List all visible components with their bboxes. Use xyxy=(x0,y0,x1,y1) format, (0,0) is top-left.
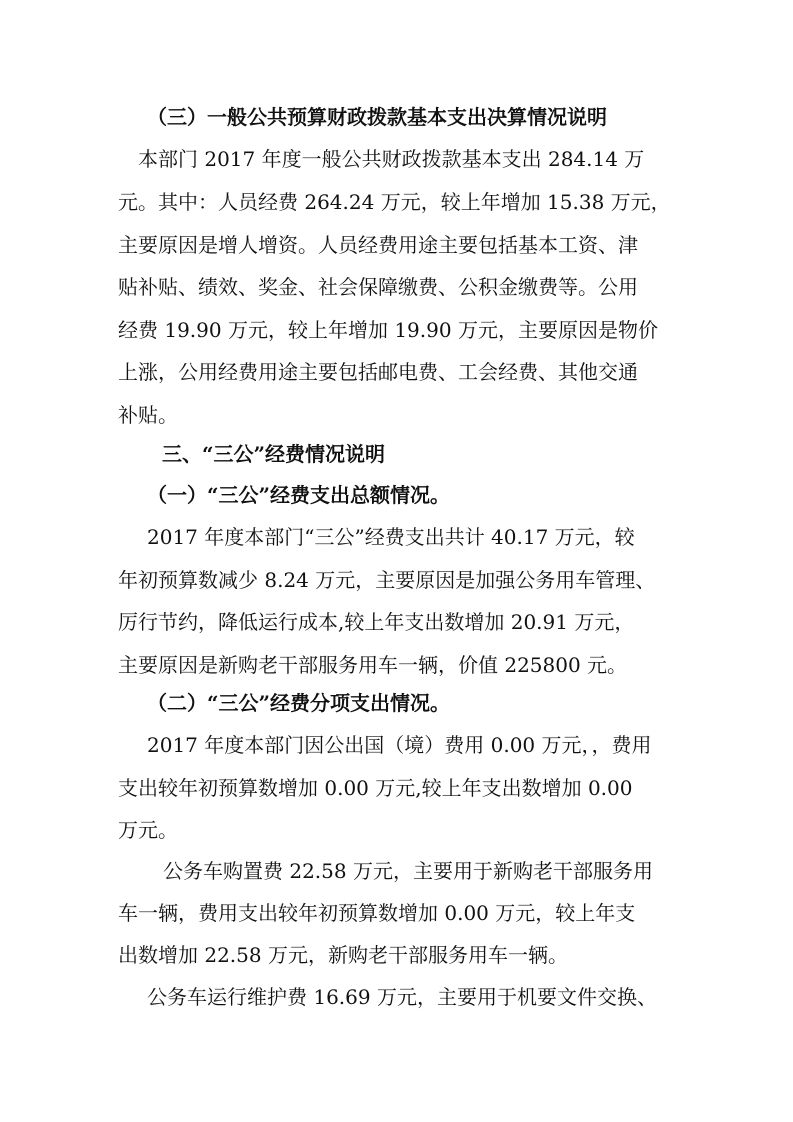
paragraph-line: 年初预算数减少 8.24 万元，主要原因是加强公务用车管理、 xyxy=(118,568,656,592)
paragraph-line: 元。其中：人员经费 264.24 万元，较上年增加 15.38 万元， xyxy=(118,190,671,214)
paragraph-line: 万元。 xyxy=(118,818,178,842)
paragraph-line: 主要原因是新购老干部服务用车一辆，价值 225800 元。 xyxy=(118,653,628,677)
paragraph-line: 车一辆，费用支出较年初预算数增加 0.00 万元，较上年支 xyxy=(118,901,636,925)
paragraph-line: 贴补贴、绩效、奖金、社会保障缴费、公积金缴费等。公用 xyxy=(118,275,638,299)
section-heading-three-public-expenses: 三、“三公”经费情况说明 xyxy=(162,442,386,466)
paragraph-line: 2017 年度本部门因公出国（境）费用 0.00 万元，，费用 xyxy=(147,733,652,757)
paragraph-line: 经费 19.90 万元，较上年增加 19.90 万元，主要原因是物价 xyxy=(118,318,658,342)
paragraph-line: 公务车运行维护费 16.69 万元，主要用于机要文件交换、 xyxy=(147,985,657,1009)
paragraph-line: 补贴。 xyxy=(118,403,178,427)
paragraph-line: 2017 年度本部门“三公”经费支出共计 40.17 万元，较 xyxy=(147,525,635,549)
subsection-heading-itemized-expenditure: （二）“三公”经费分项支出情况。 xyxy=(147,691,451,715)
section-heading-general-budget-basic-expenditure: （三）一般公共预算财政拨款基本支出决算情况说明 xyxy=(147,105,607,129)
paragraph-line: 上涨，公用经费用途主要包括邮电费、工会经费、其他交通 xyxy=(118,360,638,384)
paragraph-line: 支出较年初预算数增加 0.00 万元,较上年支出数增加 0.00 xyxy=(118,776,633,800)
paragraph-line: 主要原因是增人增资。人员经费用途主要包括基本工资、津 xyxy=(118,233,638,257)
subsection-heading-total-expenditure: （一）“三公”经费支出总额情况。 xyxy=(147,483,451,507)
paragraph-line: 出数增加 22.58 万元，新购老干部服务用车一辆。 xyxy=(118,943,568,967)
paragraph-line: 本部门 2017 年度一般公共财政拨款基本支出 284.14 万 xyxy=(138,147,645,171)
paragraph-line: 厉行节约，降低运行成本,较上年支出数增加 20.91 万元， xyxy=(118,610,635,634)
paragraph-line: 公务车购置费 22.58 万元，主要用于新购老干部服务用 xyxy=(163,859,653,883)
